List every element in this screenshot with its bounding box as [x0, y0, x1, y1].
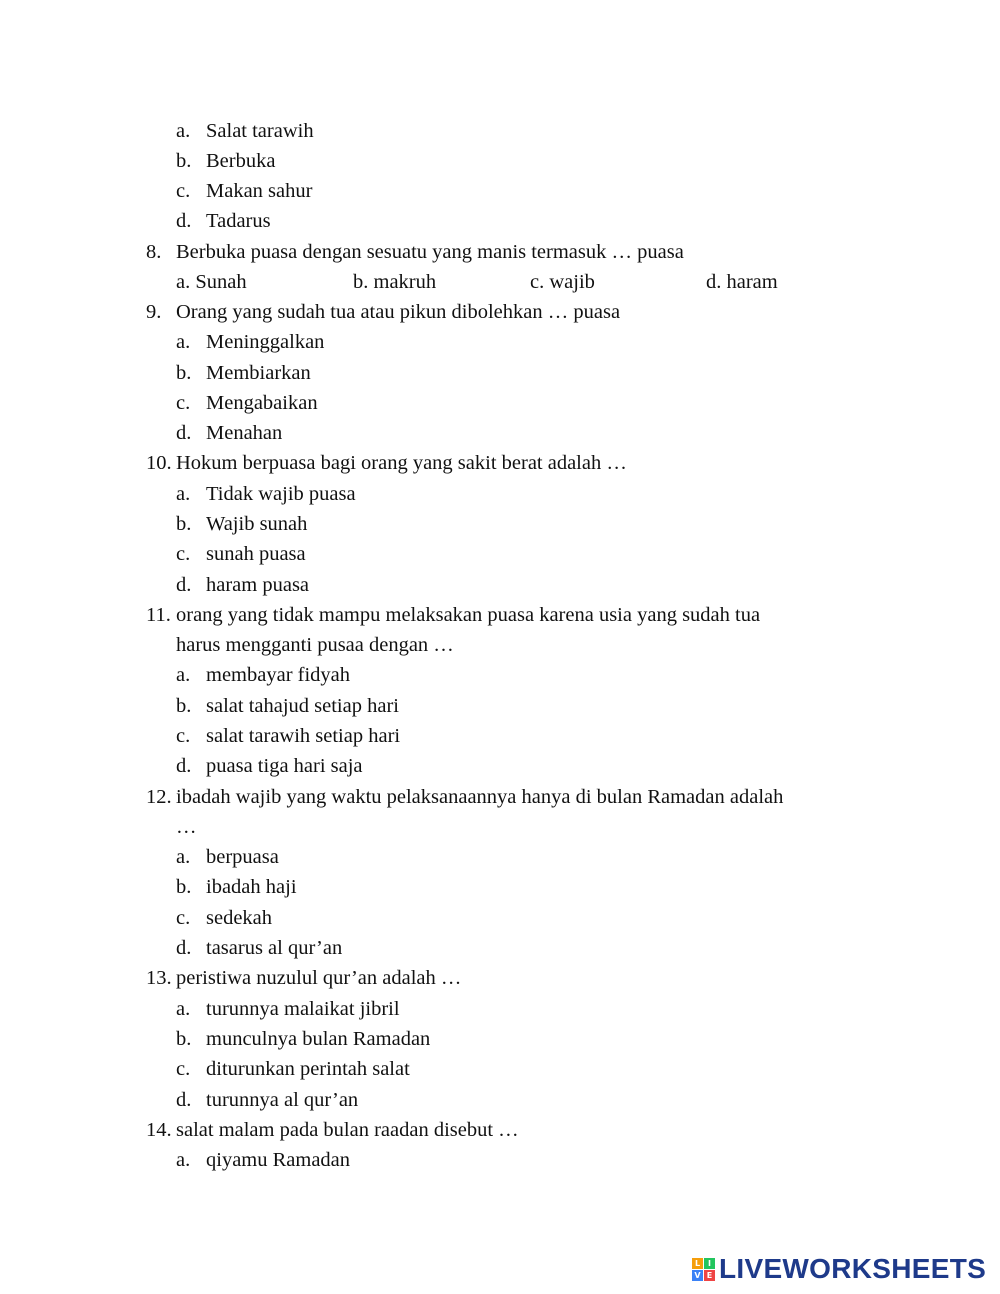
logo-letter: E	[704, 1270, 715, 1281]
option-label: d.	[176, 1089, 192, 1111]
question-text: Hokum berpuasa bagi orang yang sakit berat adalah …	[176, 452, 627, 474]
option-text: Mengabaikan	[206, 392, 318, 414]
question-text: harus mengganti pusaa dengan …	[176, 634, 454, 656]
question-number: 11.	[146, 604, 171, 626]
option-q8-a[interactable]: a. Sunah	[176, 271, 247, 293]
option-label: c.	[176, 725, 191, 747]
question-number: 14.	[146, 1119, 172, 1141]
option-text: diturunkan perintah salat	[206, 1058, 410, 1080]
option-text: haram puasa	[206, 574, 310, 596]
logo-letter: I	[704, 1258, 715, 1269]
option-text: Makan sahur	[206, 180, 313, 202]
option-label: b.	[176, 513, 192, 535]
option-q8-c[interactable]: c. wajib	[530, 271, 595, 293]
option-text: membayar fidyah	[206, 664, 351, 686]
question-number: 13.	[146, 967, 172, 989]
question-number: 9.	[146, 301, 162, 323]
option-text: salat tahajud setiap hari	[206, 695, 399, 717]
option-text: turunnya malaikat jibril	[206, 998, 400, 1020]
option-label: c.	[176, 907, 191, 929]
question-text: Orang yang sudah tua atau pikun dibolehkan … puasa	[176, 301, 621, 323]
option-text: Tidak wajib puasa	[206, 483, 356, 505]
option-text: Tadarus	[206, 210, 271, 232]
option-text: Menahan	[206, 422, 283, 444]
option-text: Meninggalkan	[206, 331, 325, 353]
option-label: c.	[176, 543, 191, 565]
option-label: b.	[176, 150, 192, 172]
option-text: puasa tiga hari saja	[206, 755, 363, 777]
option-label: b.	[176, 1028, 192, 1050]
question-text: salat malam pada bulan raadan disebut …	[176, 1119, 519, 1141]
question-text: Berbuka puasa dengan sesuatu yang manis termasuk … puasa	[176, 241, 684, 263]
question-text: ibadah wajib yang waktu pelaksanaannya hanya di bulan Ramadan adalah	[176, 786, 784, 808]
option-text: Wajib sunah	[206, 513, 308, 535]
option-q8-b[interactable]: b. makruh	[353, 271, 437, 293]
option-q8-d[interactable]: d. haram	[706, 271, 778, 293]
option-label: a.	[176, 846, 191, 868]
question-number: 12.	[146, 786, 172, 808]
option-label: d.	[176, 574, 192, 596]
brand-name: LIVEWORKSHEETS	[719, 1253, 987, 1284]
option-text: qiyamu Ramadan	[206, 1149, 351, 1171]
option-label: b.	[176, 876, 192, 898]
option-label: a.	[176, 1149, 191, 1171]
option-text: ibadah haji	[206, 876, 297, 898]
option-label: d.	[176, 937, 192, 959]
option-label: a.	[176, 331, 191, 353]
option-label: a.	[176, 483, 191, 505]
logo-letter: L	[692, 1258, 703, 1269]
question-text: …	[176, 816, 197, 838]
option-label: a.	[176, 120, 191, 142]
option-label: b.	[176, 695, 192, 717]
option-text: Salat tarawih	[206, 120, 314, 142]
liveworksheets-logo[interactable]	[692, 1252, 986, 1286]
option-text: munculnya bulan Ramadan	[206, 1028, 431, 1050]
option-label: a.	[176, 998, 191, 1020]
question-text: orang yang tidak mampu melaksakan puasa karena usia yang sudah tua	[176, 604, 761, 626]
option-text: turunnya al qur’an	[206, 1089, 359, 1111]
question-number: 10.	[146, 452, 172, 474]
option-label: a.	[176, 664, 191, 686]
option-label: c.	[176, 1058, 191, 1080]
option-label: d.	[176, 422, 192, 444]
option-label: c.	[176, 392, 191, 414]
logo-letter: V	[692, 1270, 703, 1281]
option-text: Membiarkan	[206, 362, 311, 384]
option-label: c.	[176, 180, 191, 202]
logo-cube-icon	[692, 1258, 715, 1281]
option-text: sedekah	[206, 907, 273, 929]
option-text: berpuasa	[206, 846, 279, 868]
option-label: d.	[176, 755, 192, 777]
question-number: 8.	[146, 241, 162, 263]
option-label: b.	[176, 362, 192, 384]
option-text: tasarus al qur’an	[206, 937, 343, 959]
option-text: salat tarawih setiap hari	[206, 725, 401, 747]
option-label: d.	[176, 210, 192, 232]
option-text: sunah puasa	[206, 543, 306, 565]
question-text: peristiwa nuzulul qur’an adalah …	[176, 967, 462, 989]
option-text: Berbuka	[206, 150, 276, 172]
